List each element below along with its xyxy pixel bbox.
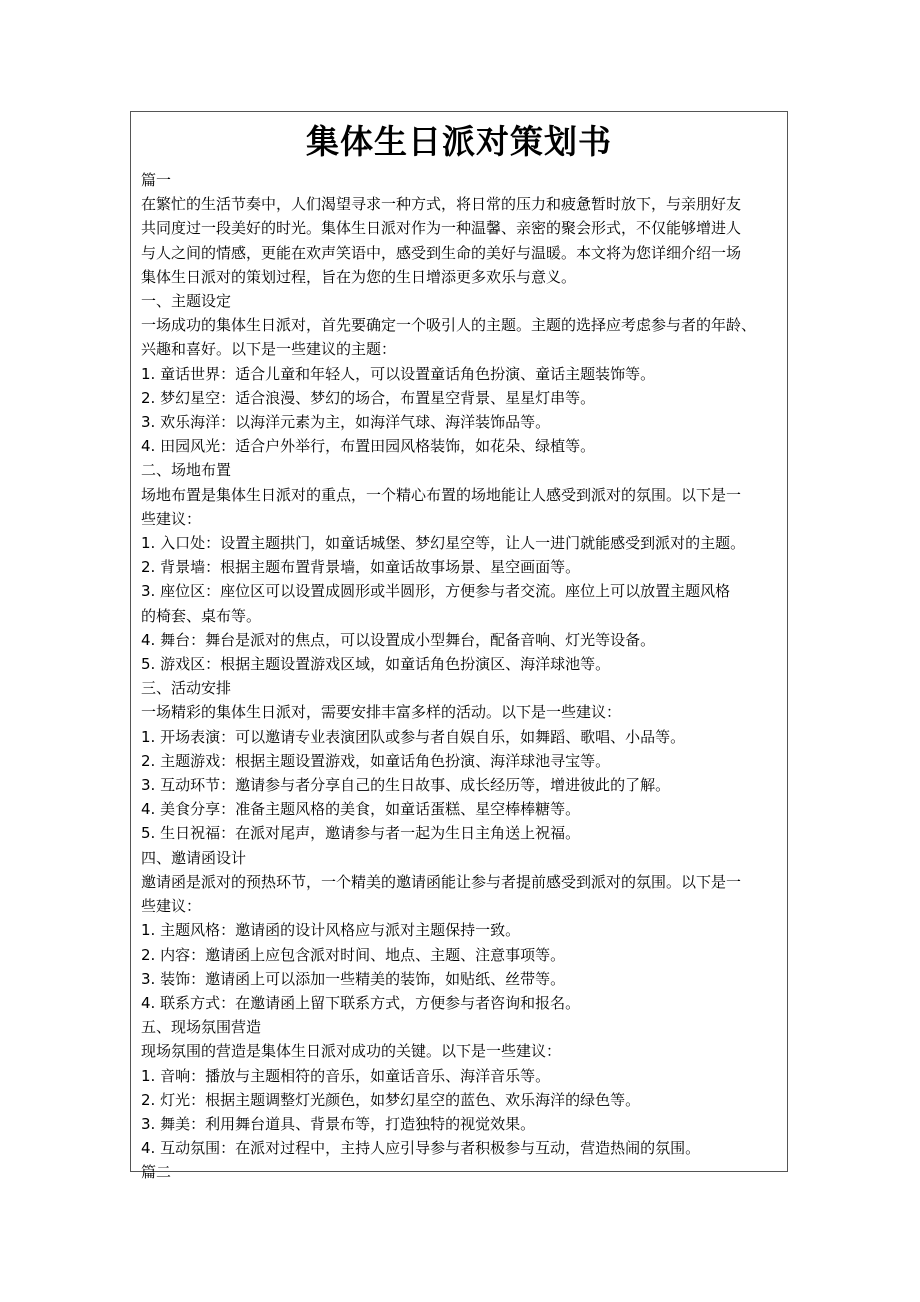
text-line: 4. 联系方式：在邀请函上留下联系方式，方便参与者咨询和报名。 [141, 993, 581, 1012]
text-line: 4. 舞台：舞台是派对的焦点，可以设置成小型舞台，配备音响、灯光等设备。 [141, 630, 656, 649]
text-line: 3. 舞美：利用舞台道具、背景布等，打造独特的视觉效果。 [141, 1114, 536, 1133]
text-line: 1. 主题风格：邀请函的设计风格应与派对主题保持一致。 [141, 921, 521, 940]
text-line: 3. 座位区：座位区可以设置成圆形或半圆形，方便参与者交流。座位上可以放置主题风格 [141, 582, 731, 601]
text-line: 兴趣和喜好。以下是一些建议的主题： [141, 340, 397, 359]
text-line: 篇一 [141, 171, 172, 189]
text-line: 3. 欢乐海洋：以海洋元素为主，如海洋气球、海洋装饰品等。 [141, 413, 551, 432]
text-line: 4. 互动氛围：在派对过程中，主持人应引导参与者积极参与互动，营造热闹的氛围。 [141, 1139, 701, 1158]
document-body [141, 168, 783, 1185]
text-line: 一、主题设定 [141, 292, 232, 311]
text-line: 2. 主题游戏：根据主题设置游戏，如童话角色扮演、海洋球池寻宝等。 [141, 751, 611, 770]
text-line: 共同度过一段美好的时光。集体生日派对作为一种温馨、亲密的聚会形式，不仅能够增进人 [141, 219, 742, 238]
text-line: 篇二 [141, 1163, 172, 1182]
text-line: 1. 入口处：设置主题拱门，如童话城堡、梦幻星空等，让人一进门就能感受到派对的主题。 [141, 534, 746, 553]
text-line: 2. 内容：邀请函上应包含派对时间、地点、主题、注意事项等。 [141, 945, 566, 964]
text-line: 2. 梦幻星空：适合浪漫、梦幻的场合，布置星空背景、星星灯串等。 [141, 388, 596, 407]
text-line: 的椅套、桌布等。 [141, 606, 262, 625]
text-line: 4. 田园风光：适合户外举行，布置田园风格装饰，如花朵、绿植等。 [141, 437, 596, 456]
text-line: 4. 美食分享：准备主题风格的美食，如童话蛋糕、星空棒棒糖等。 [141, 800, 581, 819]
text-line: 1. 开场表演：可以邀请专业表演团队或参与者自娱自乐，如舞蹈、歌唱、小品等。 [141, 727, 686, 746]
text-line: 一场精彩的集体生日派对，需要安排丰富多样的活动。以下是一些建议： [141, 703, 622, 722]
text-line: 5. 生日祝福：在派对尾声，邀请参与者一起为生日主角送上祝福。 [141, 824, 581, 843]
text-line: 三、活动安排 [141, 679, 232, 698]
text-line: 现场氛围的营造是集体生日派对成功的关键。以下是一些建议： [141, 1042, 562, 1061]
text-line: 与人之间的情感，更能在欢声笑语中，感受到生命的美好与温暖。本文将为您详细介绍一场 [141, 243, 742, 262]
text-line: 1. 音响：播放与主题相符的音乐，如童话音乐、海洋音乐等。 [141, 1066, 551, 1085]
text-line: 五、现场氛围营造 [141, 1018, 262, 1037]
text-line: 2. 背景墙：根据主题布置背景墙，如童话故事场景、星空画面等。 [141, 558, 581, 577]
text-line: 邀请函是派对的预热环节，一个精美的邀请函能让参与者提前感受到派对的氛围。以下是一 [141, 872, 742, 891]
text-line: 2. 灯光：根据主题调整灯光颜色，如梦幻星空的蓝色、欢乐海洋的绿色等。 [141, 1090, 641, 1109]
document-title: 集体生日派对策划书 [306, 122, 612, 161]
text-line: 一场成功的集体生日派对，首先要确定一个吸引人的主题。主题的选择应考虑参与者的年龄、 [141, 316, 757, 335]
text-line: 5. 游戏区：根据主题设置游戏区域，如童话角色扮演区、海洋球池等。 [141, 655, 611, 674]
text-line: 1. 童话世界：适合儿童和年轻人，可以设置童话角色扮演、童话主题装饰等。 [141, 364, 656, 383]
text-line: 在繁忙的生活节奏中，人们渴望寻求一种方式，将日常的压力和疲惫暂时放下，与亲朋好友 [141, 195, 742, 214]
text-line: 集体生日派对的策划过程，旨在为您的生日增添更多欢乐与意义。 [141, 267, 577, 286]
text-line: 些建议： [141, 897, 202, 916]
text-line: 3. 互动环节：邀请参与者分享自己的生日故事、成长经历等，增进彼此的了解。 [141, 776, 671, 795]
text-line: 二、场地布置 [141, 461, 232, 480]
text-line: 些建议： [141, 509, 202, 528]
text-line: 四、邀请函设计 [141, 848, 247, 867]
text-line: 3. 装饰：邀请函上可以添加一些精美的装饰，如贴纸、丝带等。 [141, 969, 566, 988]
text-line: 场地布置是集体生日派对的重点，一个精心布置的场地能让人感受到派对的氛围。以下是一 [141, 485, 742, 504]
document-frame [130, 111, 788, 1182]
